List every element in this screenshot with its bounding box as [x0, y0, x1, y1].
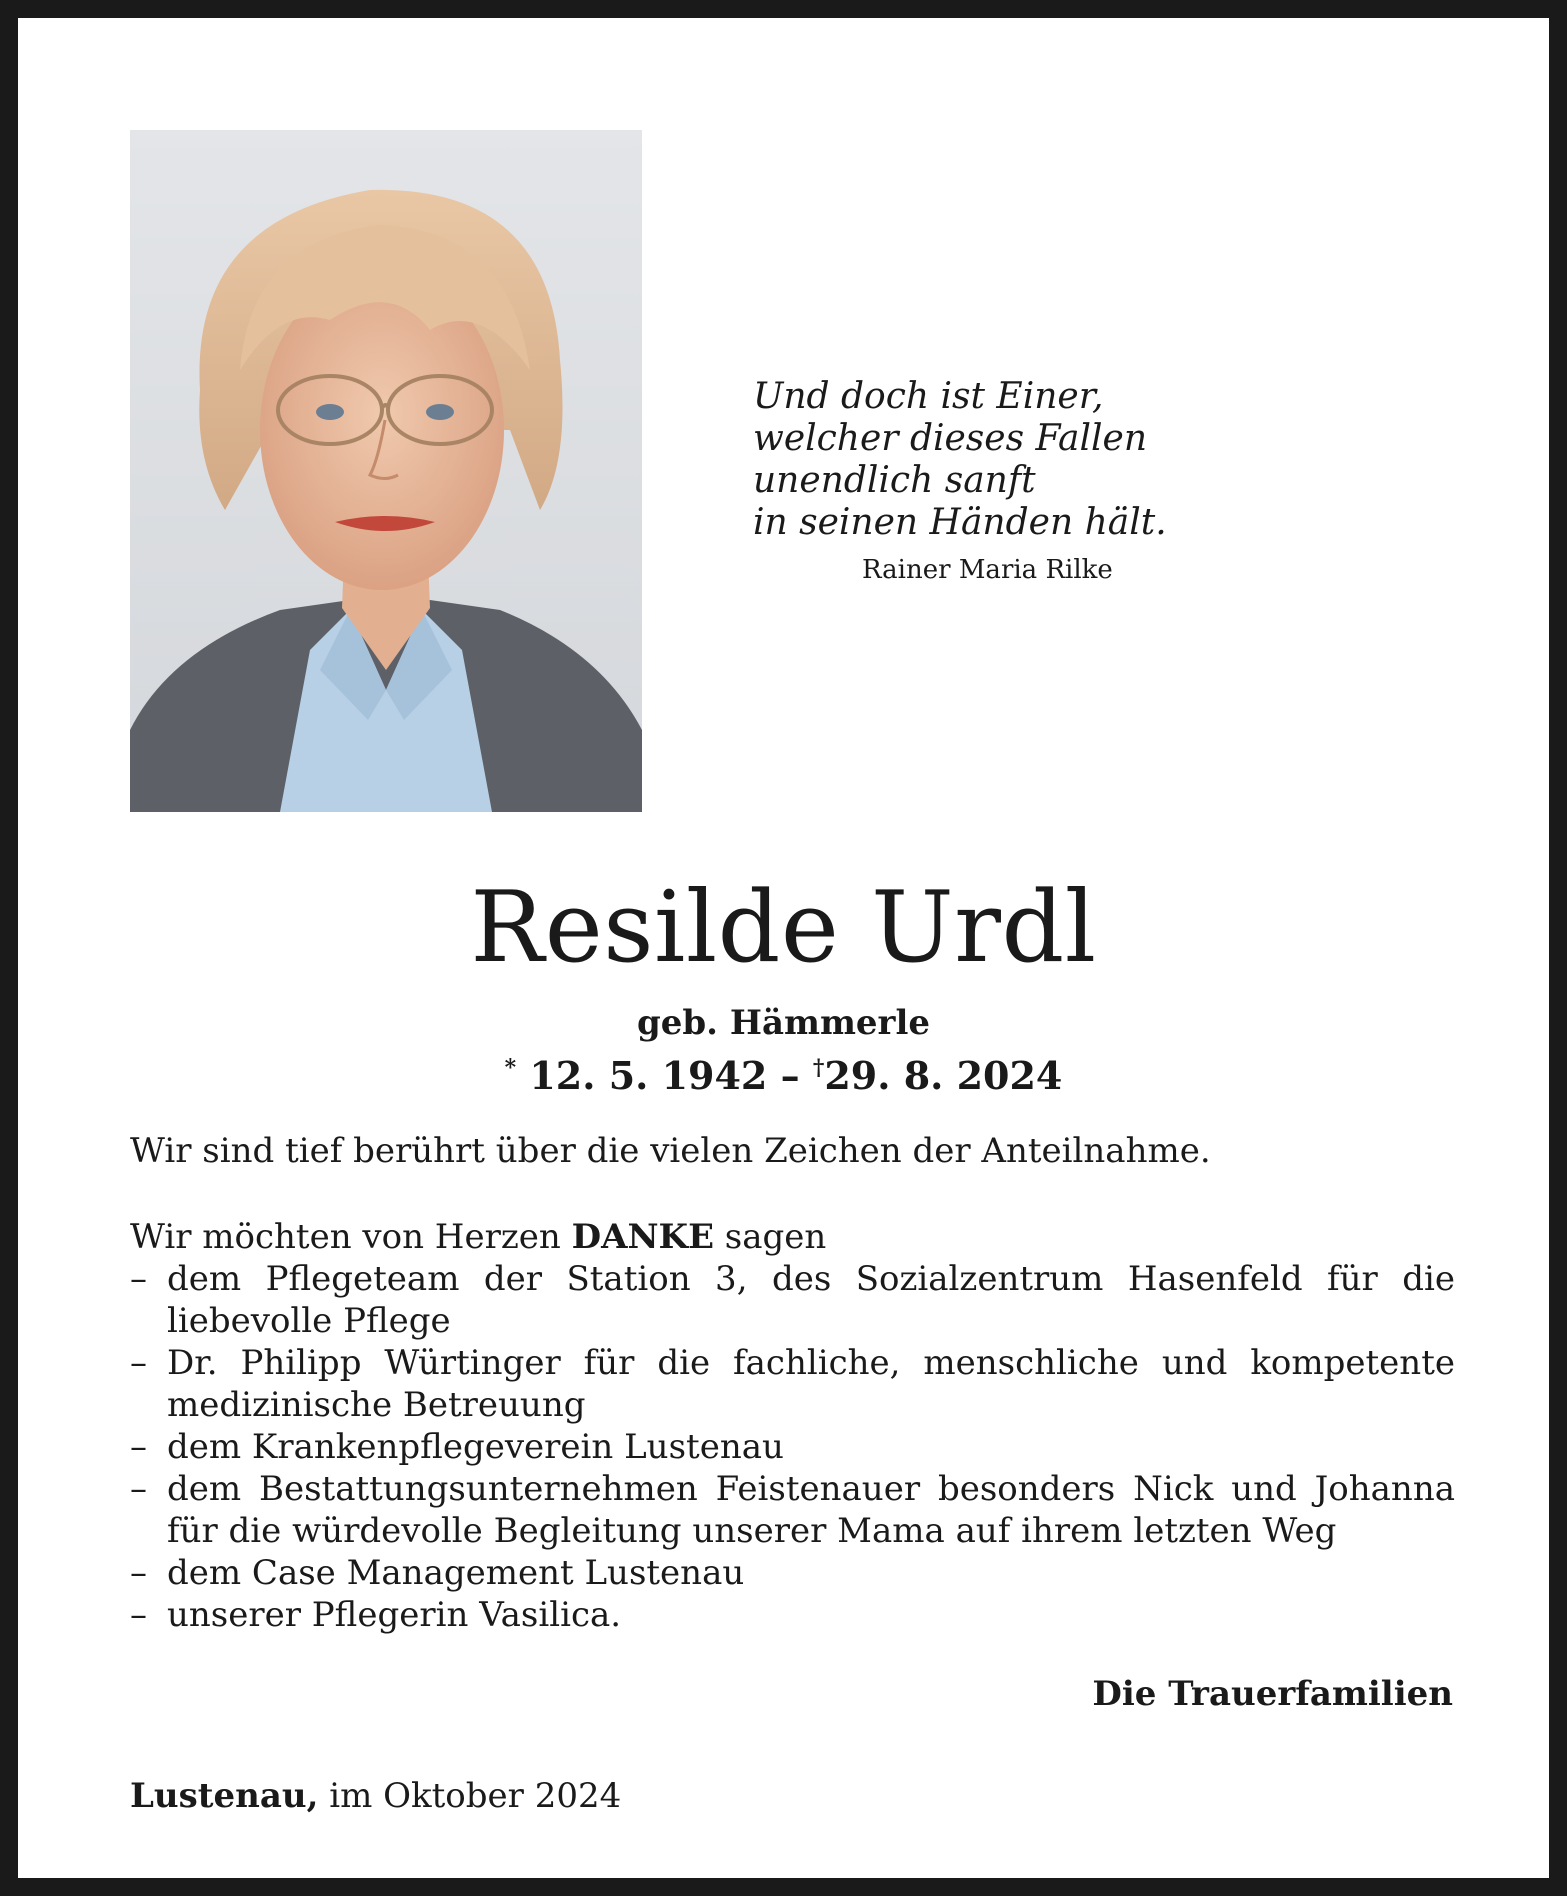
list-item: [130, 1426, 1455, 1468]
birth-date: 12. 5. 1942: [529, 1053, 768, 1098]
place: Lustenau,: [130, 1776, 319, 1816]
list-item: [130, 1258, 1455, 1342]
list-item-text: dem Krankenpflegeverein Lustenau: [167, 1427, 784, 1467]
list-item: [130, 1552, 1455, 1594]
maiden-name: geb. Hämmerle: [636, 1003, 931, 1043]
portrait-photo: [130, 130, 642, 812]
life-dates: [18, 1046, 1549, 1098]
list-item-text: dem Pflegeteam der Station 3, des Sozialzentrum Hasenfeld für die liebevolle Pflege: [167, 1259, 1455, 1341]
dash: –: [130, 1343, 147, 1383]
list-item-text: dem Bestattungsunternehmen Feistenauer besonders Nick und Johanna für die würdevolle Begleitung unserer Mama auf ihrem letzten Weg: [167, 1469, 1455, 1551]
dash: –: [130, 1553, 147, 1593]
dash: –: [130, 1259, 147, 1299]
list-item-text: unserer Pflegerin Vasilica.: [167, 1595, 622, 1635]
intro-text: Wir sind tief berührt über die vielen Zeichen der Anteilnahme.: [130, 1131, 1211, 1171]
thanks-bold: DANKE: [571, 1217, 714, 1257]
dash: –: [130, 1595, 147, 1635]
deceased-name: Resilde Urdl: [470, 871, 1097, 985]
quote-line: in seinen Händen hält.: [753, 502, 1167, 543]
place-date: [130, 1775, 621, 1817]
obituary-page: [18, 18, 1549, 1878]
list-item: [130, 1468, 1455, 1552]
portrait-illustration: [130, 130, 642, 812]
dash: –: [130, 1469, 147, 1509]
list-item-text: Dr. Philipp Würtinger für die fachliche, menschliche und kompetente medizinische Betreuung: [167, 1343, 1455, 1425]
quote-block: [753, 376, 1173, 544]
death-date: 29. 8. 2024: [824, 1053, 1063, 1098]
quote-line: unendlich sanft: [753, 460, 1036, 501]
thanks-suffix: sagen: [714, 1217, 827, 1257]
death-symbol: †: [812, 1055, 825, 1081]
quote-author: Rainer Maria Rilke: [862, 555, 1113, 585]
thanks-prefix: Wir möchten von Herzen: [130, 1217, 572, 1257]
date-separator: –: [780, 1053, 800, 1098]
dash: –: [130, 1427, 147, 1467]
thanks-heading: [130, 1216, 1450, 1258]
list-item-text: dem Case Management Lustenau: [167, 1553, 745, 1593]
quote-line: welcher dieses Fallen: [753, 418, 1148, 459]
thanks-list: [130, 1258, 1455, 1636]
date-text: im Oktober 2024: [318, 1776, 622, 1816]
signature: Die Trauerfamilien: [1092, 1674, 1453, 1714]
list-item: [130, 1342, 1455, 1426]
birth-symbol: *: [504, 1055, 517, 1081]
list-item: [130, 1594, 1455, 1636]
quote-line: Und doch ist Einer,: [753, 376, 1104, 417]
